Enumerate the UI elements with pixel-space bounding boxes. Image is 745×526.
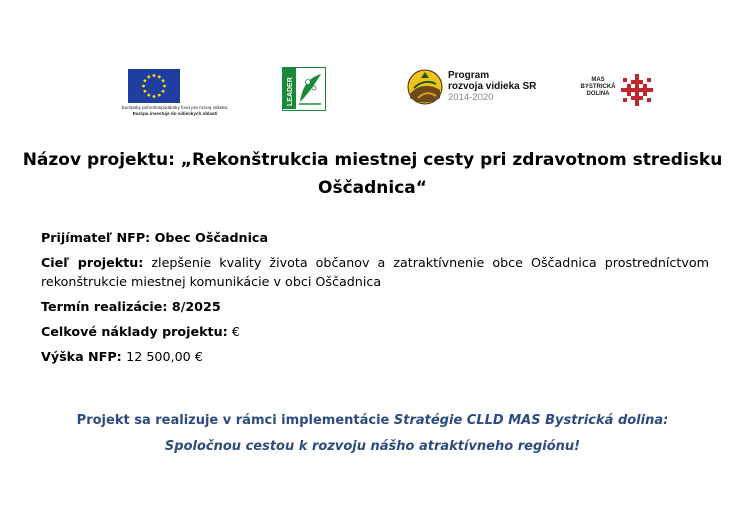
mas-logo (565, 72, 665, 108)
footer-line1-prefix: Projekt sa realizuje v rámci implementácie (76, 413, 394, 428)
mas-line1: MAS (591, 77, 605, 83)
cost-row (41, 322, 709, 341)
eu-star-icon (162, 79, 165, 82)
eu-star-icon (158, 76, 161, 79)
prv-years: 2014-2020 (448, 92, 494, 103)
prv-line2: rozvoja vidieka SR (448, 81, 537, 92)
term-value: 8/2025 (171, 299, 221, 314)
logo-bar (0, 62, 745, 122)
eu-star-icon (153, 95, 156, 98)
project-title-line2: Oščadnica“ (318, 178, 427, 198)
eu-star-icon (144, 90, 147, 93)
eu-caption-line2: Európa investuje do vidieckych oblastí (132, 111, 218, 116)
eu-star-icon (153, 74, 156, 77)
eu-caption-line1: Európsky poľnohospodársky fond pre rozvoj vidieka: (121, 105, 229, 110)
footer-line1-strategy: Stratégie CLLD MAS Bystrická dolina: (393, 413, 669, 428)
prv-line1: Program (448, 70, 490, 81)
recipient-label: Prijímateľ NFP: (41, 230, 155, 245)
leader-logo-text: LEADER (287, 77, 294, 106)
nfp-row (41, 347, 709, 366)
recipient-row (41, 228, 709, 247)
leader-emblem-icon (283, 68, 324, 109)
goal-row (41, 253, 709, 291)
eu-star-icon (147, 76, 150, 79)
eu-flag-icon (128, 69, 180, 103)
cost-value: € (227, 324, 240, 339)
prv-emblem-icon (406, 68, 444, 106)
cost-label: Celkové náklady projektu: (41, 324, 228, 339)
eu-star-icon (144, 79, 147, 82)
prv-logo (406, 68, 556, 108)
goal-label: Cieľ projektu: (41, 255, 144, 270)
footer-line2 (0, 435, 745, 459)
eu-logo (120, 69, 230, 117)
eu-caption (120, 105, 230, 117)
eu-star-icon (163, 85, 166, 88)
goal-value: zlepšenie kvality života občanov a zatraktívnenie obce Oščadnica prostredníctvom rekonštrukcie miestnej komunikácie v obci Oščadnica (41, 255, 709, 289)
mas-ornament-icon (617, 72, 657, 108)
project-details (41, 228, 709, 366)
eu-star-icon (142, 85, 145, 88)
eu-star-icon (147, 94, 150, 97)
term-label: Termín realizácie: (41, 299, 172, 314)
eu-star-icon (162, 90, 165, 93)
term-row (41, 297, 709, 316)
footer-motto: Spoločnou cestou k rozvoju nášho atraktívneho regiónu! (164, 439, 581, 454)
prv-logo-text (448, 70, 536, 103)
project-title (0, 146, 745, 202)
leader-logo (282, 67, 326, 111)
nfp-value: 12 500,00 € (126, 349, 203, 364)
mas-line2: BYSTRICKÁ (580, 84, 616, 90)
project-title-line1: Názov projektu: „Rekonštrukcia miestnej cesty pri zdravotnom stredisku (22, 150, 723, 170)
footer-line1 (0, 409, 745, 433)
eu-star-icon (158, 94, 161, 97)
mas-line3: DOLINA (586, 91, 610, 97)
recipient-value: Obec Oščadnica (154, 230, 269, 245)
nfp-label: Výška NFP: (41, 349, 127, 364)
footer-statement (0, 409, 745, 459)
